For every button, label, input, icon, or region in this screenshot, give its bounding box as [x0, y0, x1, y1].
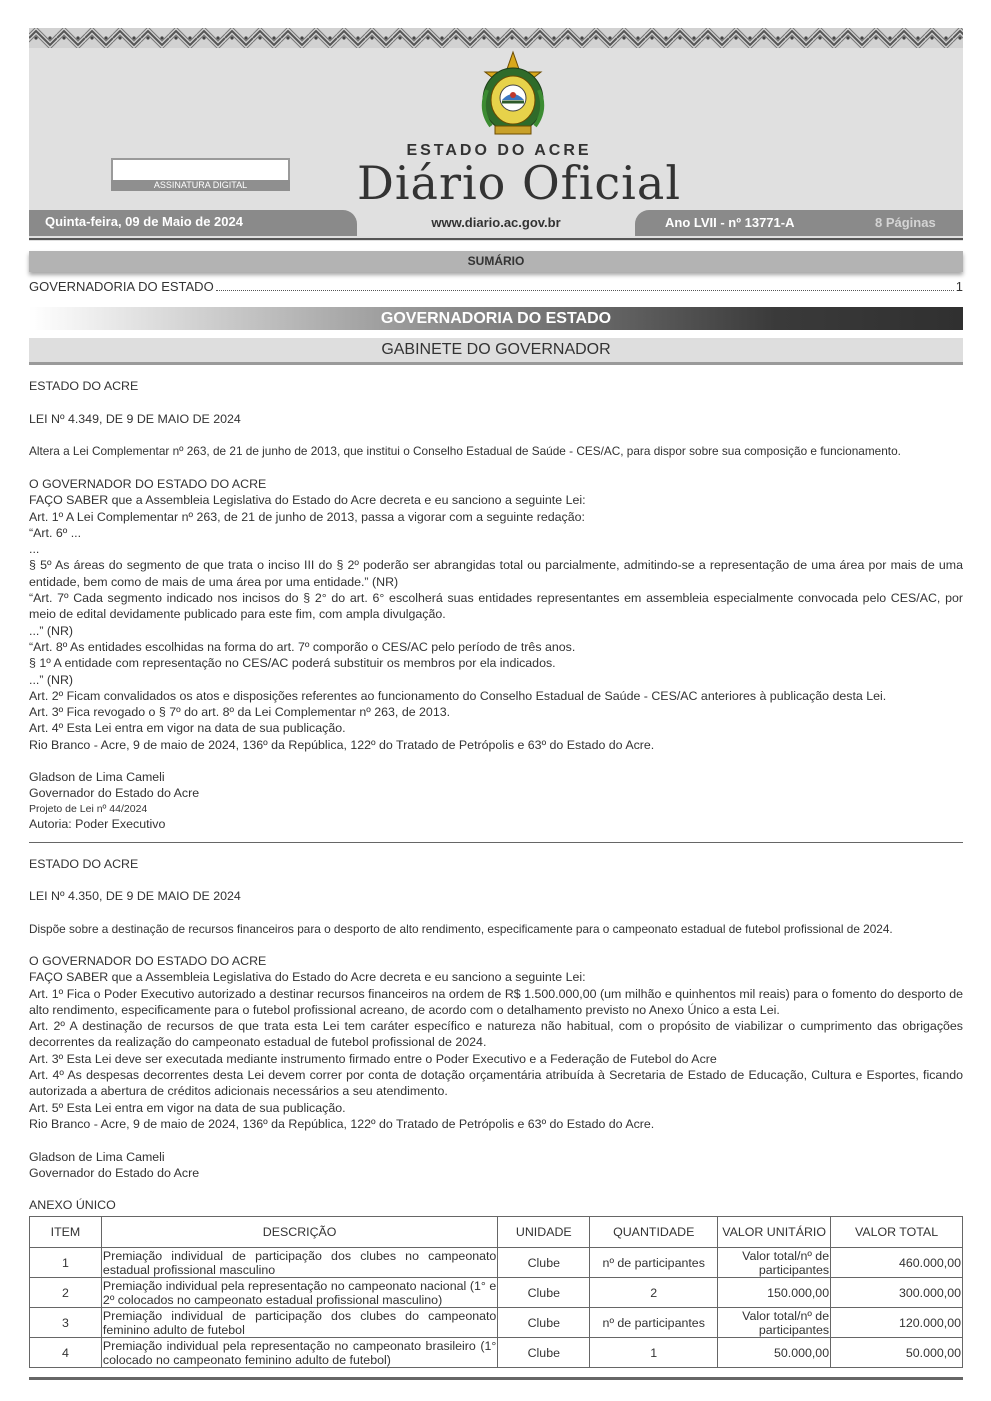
- cell-item: 2: [30, 1278, 102, 1308]
- col-header-unit: UNIDADE: [498, 1217, 590, 1248]
- cell-total-value: 300.000,00: [831, 1278, 963, 1308]
- cell-unit: Clube: [498, 1338, 590, 1368]
- annex-table: [29, 1216, 963, 1368]
- cell-unit: Clube: [498, 1248, 590, 1278]
- law1-project: Projeto de Lei nº 44/2024: [29, 802, 148, 815]
- cell-quantity: nº de participantes: [590, 1308, 718, 1338]
- cell-total-value: 460.000,00: [831, 1248, 963, 1278]
- table-row: [30, 1308, 963, 1338]
- cell-unit-value: 50.000,00: [718, 1338, 831, 1368]
- law2-line: Art. 2º A destinação de recursos de que trata esta Lei tem caráter específico e natureza não habitual, com o propósito de viabilizar o cumprimento das obrigações decorrentes da realização do campeonato estadual de futebol profissional de 2024.: [29, 1019, 963, 1050]
- law2-line: Art. 3º Esta Lei deve ser executada mediante instrumento firmado entre o Poder Executivo e a Federação de Futebol do Acre: [29, 1051, 717, 1066]
- law1-line: “Art. 7º Cada segmento indicado nos incisos do § 2° do art. 6° escolherá suas entidades representantes em assembleia especialmente convocada pelo CES/AC, por meio de edital devidamente publicado para este fim, com ampla divulgação.: [29, 591, 963, 622]
- law1-line: “Art. 6º ...: [29, 525, 82, 540]
- section-title: GOVERNADORIA DO ESTADO: [29, 307, 963, 330]
- law2-line: O GOVERNADOR DO ESTADO DO ACRE: [29, 954, 267, 968]
- law2-line: FAÇO SABER que a Assembleia Legislativa do Estado do Acre decreta e eu sanciono a seguinte Lei:: [29, 970, 586, 985]
- page-count: 8 Páginas: [875, 215, 936, 230]
- law1-signature-block: [29, 769, 963, 832]
- law1-line: FAÇO SABER que a Assembleia Legislativa do Estado do Acre decreta e eu sanciono a seguinte Lei:: [29, 493, 586, 508]
- cell-quantity: 2: [590, 1278, 718, 1308]
- law1-title: LEI Nº 4.349, DE 9 DE MAIO DE 2024: [29, 412, 241, 426]
- cell-unit-value: 150.000,00: [718, 1278, 831, 1308]
- law1-line: ...: [29, 542, 40, 557]
- law2-line: Art. 5º Esta Lei entra em vigor na data de sua publicação.: [29, 1100, 346, 1115]
- toc-entry-page[interactable]: 1: [955, 279, 963, 294]
- state-name: ESTADO DO ACRE: [406, 142, 592, 159]
- col-header-unit-value: VALOR UNITÁRIO: [718, 1217, 831, 1248]
- cell-unit: Clube: [498, 1278, 590, 1308]
- law2-title: LEI Nº 4.350, DE 9 DE MAIO DE 2024: [29, 889, 241, 903]
- toc-entry[interactable]: [29, 279, 963, 294]
- cell-total-value: 50.000,00: [831, 1338, 963, 1368]
- header-divider: [29, 238, 963, 240]
- section-subtitle: GABINETE DO GOVERNADOR: [29, 338, 963, 365]
- law1-line: Art. 3º Fica revogado o § 7º do art. 8º da Lei Complementar nº 263, de 2013.: [29, 705, 451, 720]
- cell-item: 1: [30, 1248, 102, 1278]
- cell-description: Premiação individual de participação dos clubes no campeonato estadual profissional masculino: [102, 1248, 497, 1277]
- cell-unit: Clube: [498, 1308, 590, 1338]
- table-header-row: [30, 1217, 963, 1248]
- law2-state: ESTADO DO ACRE: [29, 857, 139, 871]
- toc-leader-dots: [216, 290, 954, 291]
- cell-unit-value: Valor total/nº de participantes: [718, 1308, 831, 1338]
- law1-line: Art. 1º A Lei Complementar nº 263, de 21 de junho de 2013, passa a vigorar com a seguinte redação:: [29, 509, 585, 524]
- toc-entry-label[interactable]: GOVERNADORIA DO ESTADO: [29, 279, 214, 294]
- law1-line: Rio Branco - Acre, 9 de maio de 2024, 136º da República, 122º do Tratado de Petrópolis e 63º do Estado do Acre.: [29, 737, 655, 752]
- table-row: [30, 1278, 963, 1308]
- cell-quantity: 1: [590, 1338, 718, 1368]
- law1-role: Governador do Estado do Acre: [29, 786, 200, 801]
- col-header-item: ITEM: [30, 1217, 102, 1248]
- law2-signature-block: [29, 1149, 963, 1182]
- cell-item: 4: [30, 1338, 102, 1368]
- summary-title: SUMÁRIO: [29, 251, 963, 272]
- law1-line: ...” (NR): [29, 672, 74, 687]
- cell-unit-value: Valor total/nº de participantes: [718, 1248, 831, 1278]
- law2-signer: Gladson de Lima Cameli: [29, 1150, 165, 1164]
- signature-field: [111, 158, 290, 182]
- table-row: [30, 1338, 963, 1368]
- annex-title: ANEXO ÚNICO: [29, 1198, 116, 1212]
- law2-line: Rio Branco - Acre, 9 de maio de 2024, 136º da República, 122º do Tratado de Petrópolis e 63º do Estado do Acre.: [29, 1116, 655, 1131]
- law1-authorship: Autoria: Poder Executivo: [29, 816, 166, 831]
- cell-total-value: 120.000,00: [831, 1308, 963, 1338]
- law1-line: ...” (NR): [29, 623, 74, 638]
- law1-state: ESTADO DO ACRE: [29, 379, 139, 393]
- page-bottom-rule: [29, 1377, 963, 1380]
- col-header-description: DESCRIÇÃO: [101, 1217, 497, 1248]
- cell-description: Premiação individual de participação dos clubes do campeonato feminino adulto de futebol: [102, 1308, 497, 1337]
- law1-body: [29, 476, 963, 753]
- law1-signer: Gladson de Lima Cameli: [29, 770, 165, 784]
- signature-label: ASSINATURA DIGITAL: [111, 180, 290, 191]
- law2-line: Art. 1º Fica o Poder Executivo autorizado a destinar recursos financeiros na ordem de R$ 1.500.000,00 (um milhão e quinhentos mil reais) para o fomento do desporto de alto rendimento, especificamente para o futebol profissional acreano, de acordo com o detalhamento previsto no Anexo Único a esta Lei.: [29, 986, 963, 1017]
- law1-line: “Art. 8º As entidades escolhidas na forma do art. 7º comporão o CES/AC pelo período de três anos.: [29, 639, 576, 654]
- edition-number: Ano LVII - nº 13771-A: [665, 215, 795, 230]
- decorative-border-pattern: [29, 28, 963, 48]
- law2-body: [29, 953, 963, 1132]
- cell-item: 3: [30, 1308, 102, 1338]
- header-info-bar: [29, 210, 963, 236]
- law1-line: § 1º A entidade com representação no CES/AC poderá substituir os membros por ela indicados.: [29, 656, 556, 671]
- law1-summary: Altera a Lei Complementar nº 263, de 21 de junho de 2013, que institui o Conselho Estadual de Saúde - CES/AC, para dispor sobre sua composição e funcionamento.: [29, 444, 901, 458]
- website-link[interactable]: www.diario.ac.gov.br: [431, 215, 561, 230]
- issue-date: Quinta-feira, 09 de Maio de 2024: [45, 214, 243, 229]
- digital-signature-box: [111, 158, 290, 191]
- law-separator: [29, 842, 963, 843]
- law2-role: Governador do Estado do Acre: [29, 1166, 200, 1181]
- law2-summary: Dispõe sobre a destinação de recursos financeiros para o desporto de alto rendimento, especificamente para o campeonato estadual de futebol profissional de 2024.: [29, 922, 893, 936]
- newspaper-title: Diário Oficial: [356, 156, 682, 210]
- law1-line: Art. 2º Ficam convalidados os atos e disposições referentes ao funcionamento do Conselho Estadual de Saúde - CES/AC anteriores à publicação desta Lei.: [29, 688, 887, 703]
- cell-description: Premiação individual pela representação no campeonato brasileiro (1° colocado no campeonato feminino adulto de futebol): [102, 1338, 497, 1367]
- masthead: [29, 28, 963, 241]
- cell-quantity: nº de participantes: [590, 1248, 718, 1278]
- table-row: [30, 1248, 963, 1278]
- col-header-total-value: VALOR TOTAL: [831, 1217, 963, 1248]
- law1-line: Art. 4º Esta Lei entra em vigor na data de sua publicação.: [29, 721, 346, 736]
- col-header-quantity: QUANTIDADE: [590, 1217, 718, 1248]
- law1-line: O GOVERNADOR DO ESTADO DO ACRE: [29, 477, 267, 491]
- law1-line: § 5º As áreas do segmento de que trata o inciso III do § 2º poderão ser abrangidas total ou parcialmente, admitindo-se a representação de uma área por mais de uma entidade, bem como de mais de uma área por uma entidade.” (NR): [29, 558, 963, 589]
- cell-description: Premiação individual pela representação no campeonato nacional (1° e 2º colocados no campeonato estadual profissional masculino): [102, 1278, 497, 1307]
- state-coat-of-arms-icon: [473, 50, 553, 140]
- law2-line: Art. 4º As despesas decorrentes desta Lei devem correr por conta de dotação orçamentária atribuída à Secretaria de Estado de Educação, Cultura e Esportes, ficando autorizada a abertura de créditos adicionais necessários a seu atendimento.: [29, 1068, 963, 1099]
